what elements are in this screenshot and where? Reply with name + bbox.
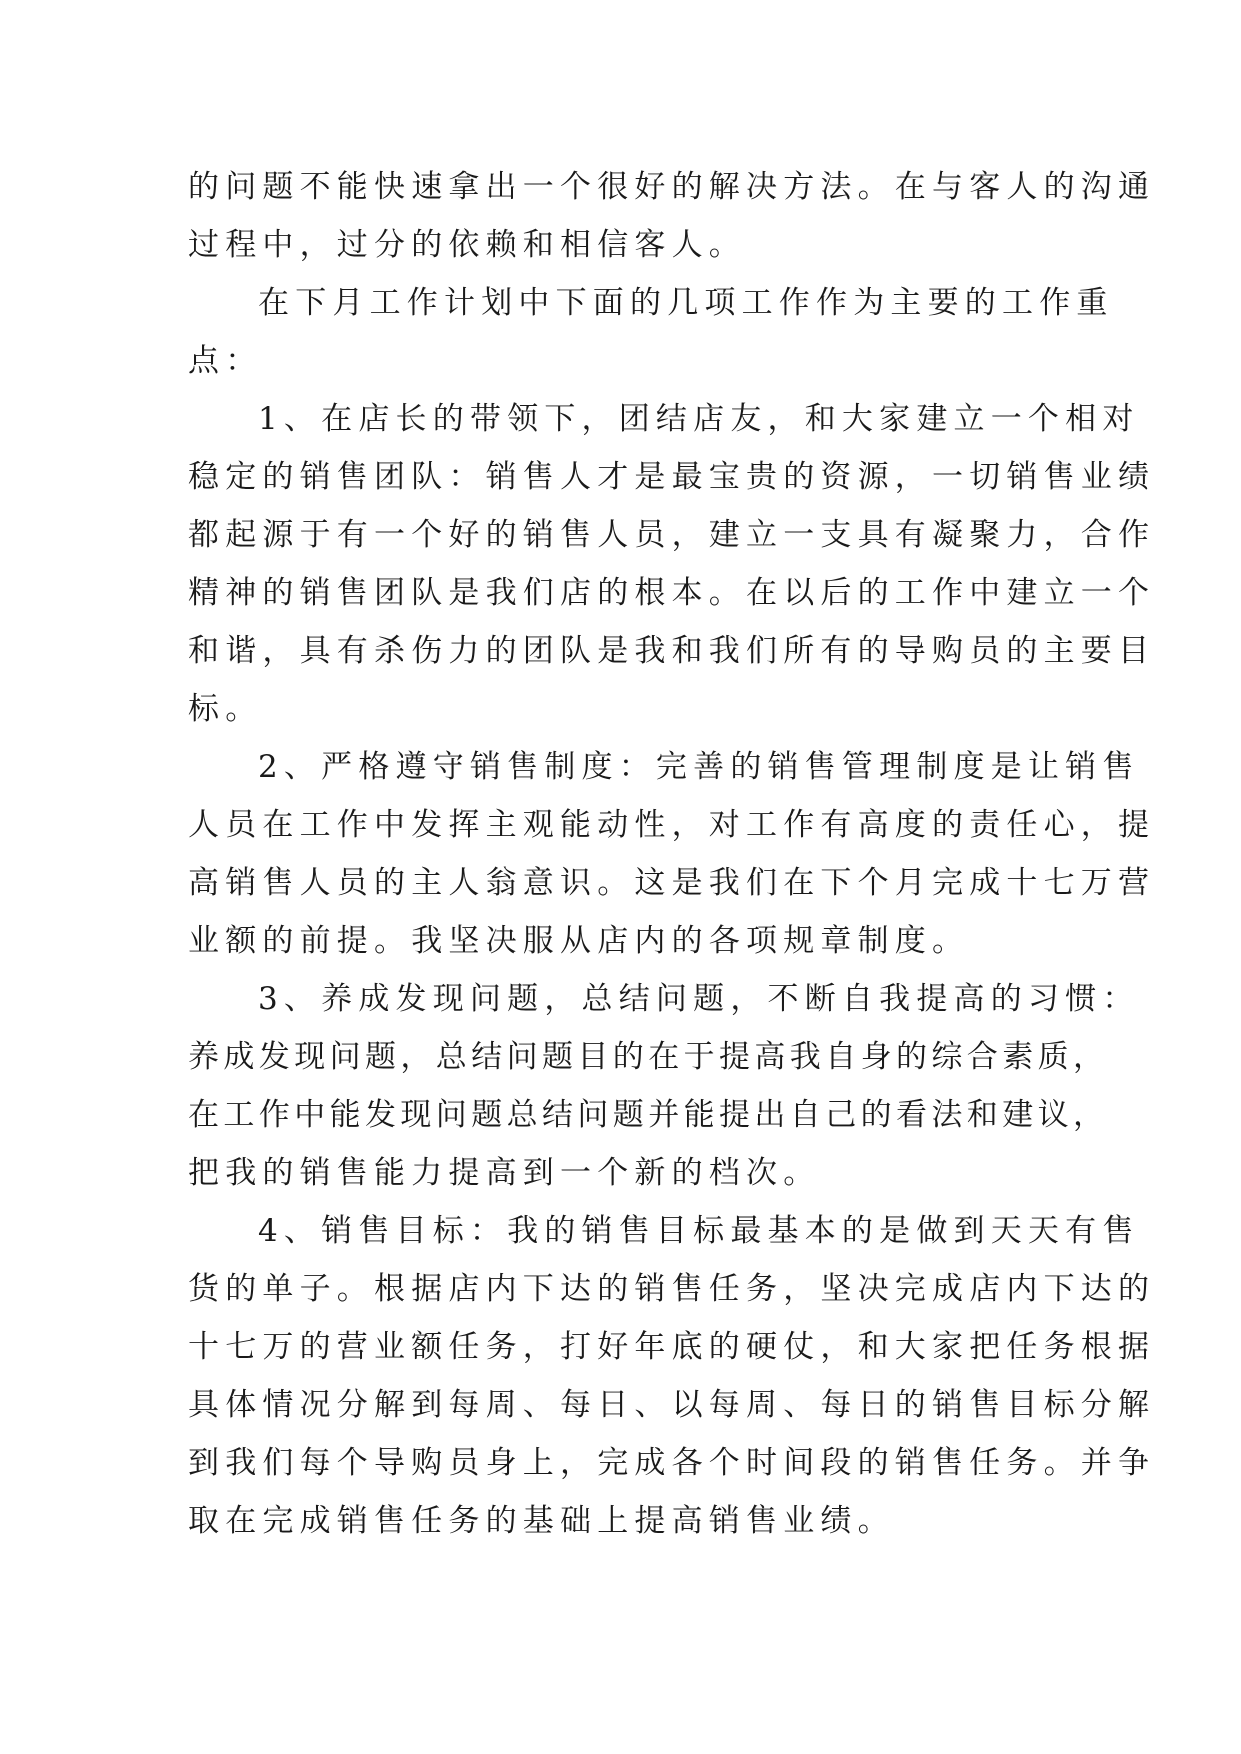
text-line: 业额的前提。我坚决服从店内的各项规章制度。	[188, 923, 970, 959]
paragraph-item-4	[188, 1202, 1156, 1550]
text-line: 高销售人员的主人翁意识。这是我们在下个月完成十七万营	[188, 865, 1156, 901]
text-line: 把我的销售能力提高到一个新的档次。	[188, 1155, 821, 1191]
text-line: 到我们每个导购员身上，完成各个时间段的销售任务。并争	[188, 1445, 1156, 1481]
text-line: 和谐，具有杀伤力的团队是我和我们所有的导购员的主要目	[188, 633, 1156, 669]
text-line: 2、严格遵守销售制度：完善的销售管理制度是让销售	[258, 749, 1140, 785]
paragraph-plan-intro	[188, 274, 1114, 390]
text-line: 稳定的销售团队：销售人才是最宝贵的资源，一切销售业绩	[188, 459, 1156, 495]
text-line: 养成发现问题，总结问题目的在于提高我自身的综合素质，	[188, 1039, 1109, 1075]
paragraph-item-1	[188, 390, 1156, 738]
text-line: 取在完成销售任务的基础上提高销售业绩。	[188, 1503, 895, 1539]
document-page	[188, 158, 1156, 1550]
text-line: 4、销售目标：我的销售目标最基本的是做到天天有售	[258, 1213, 1140, 1249]
text-line: 在工作中能发现问题总结问题并能提出自己的看法和建议，	[188, 1097, 1109, 1133]
text-line: 的问题不能快速拿出一个很好的解决方法。在与客人的沟通	[188, 169, 1156, 205]
text-line: 3、养成发现问题，总结问题，不断自我提高的习惯：	[258, 981, 1140, 1017]
text-line: 具体情况分解到每周、每日、以每周、每日的销售目标分解	[188, 1387, 1156, 1423]
paragraph-item-3	[188, 970, 1140, 1202]
text-line: 过程中，过分的依赖和相信客人。	[188, 227, 746, 263]
text-line: 都起源于有一个好的销售人员，建立一支具有凝聚力，合作	[188, 517, 1156, 553]
text-line: 人员在工作中发挥主观能动性，对工作有高度的责任心，提	[188, 807, 1156, 843]
paragraph-item-2	[188, 738, 1156, 970]
text-line: 标。	[188, 691, 263, 727]
paragraph-continuation	[188, 158, 1156, 274]
text-line: 货的单子。根据店内下达的销售任务，坚决完成店内下达的	[188, 1271, 1156, 1307]
text-line: 在下月工作计划中下面的几项工作作为主要的工作重	[258, 285, 1114, 321]
text-line: 十七万的营业额任务，打好年底的硬仗，和大家把任务根据	[188, 1329, 1156, 1365]
text-line: 点：	[188, 343, 263, 379]
text-line: 精神的销售团队是我们店的根本。在以后的工作中建立一个	[188, 575, 1156, 611]
text-line: 1、在店长的带领下，团结店友，和大家建立一个相对	[258, 401, 1140, 437]
